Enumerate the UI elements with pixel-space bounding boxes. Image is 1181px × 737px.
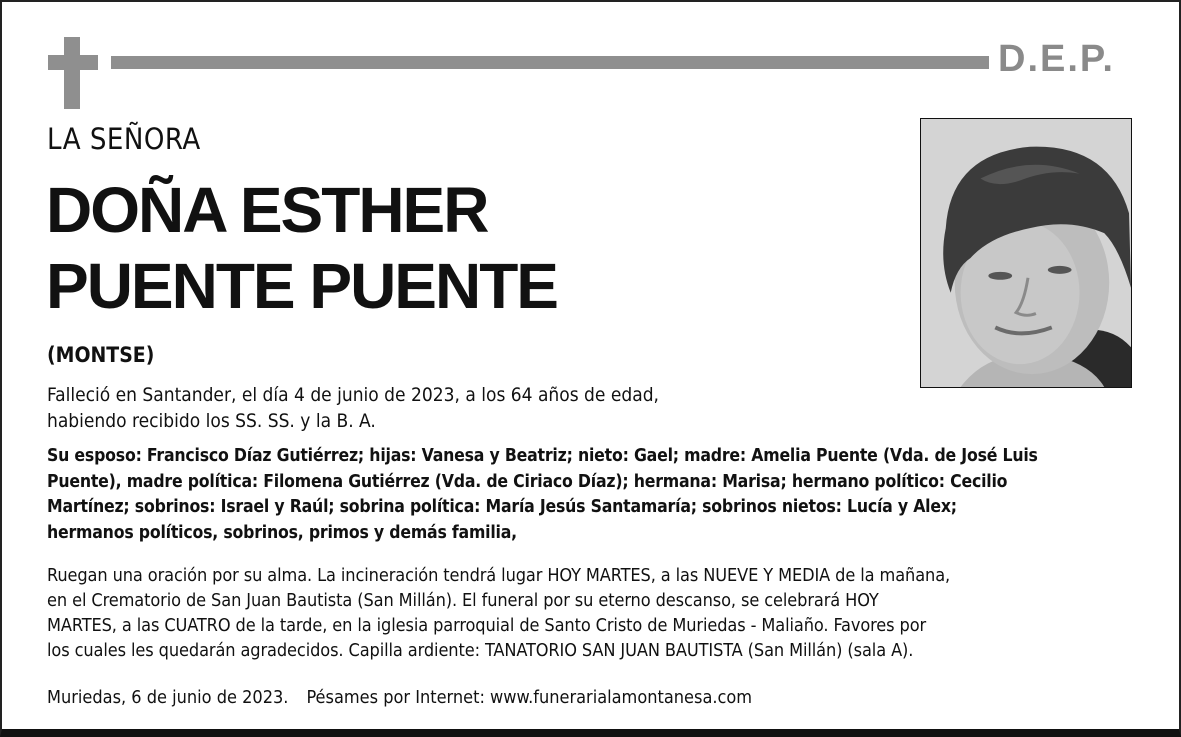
header-rule: [111, 56, 989, 69]
service-details: [47, 563, 1147, 663]
family-line: Puente), madre política: Filomena Gutiérrez (Vda. de Ciriaco Díaz); hermana: Marisa; hermano político: Cecilio: [47, 471, 1008, 492]
deceased-name: [46, 172, 906, 324]
family-list: [47, 444, 1137, 546]
service-line: Ruegan una oración por su alma. La incineración tendrá lugar HOY MARTES, a las NUEVE Y MEDIA de la mañana,: [47, 565, 951, 586]
service-line: MARTES, a las CUATRO de la tarde, en la iglesia parroquial de Santo Cristo de Muriedas - Maliaño. Favores por: [47, 615, 927, 636]
family-line: Su esposo: Francisco Díaz Gutiérrez; hijas: Vanesa y Beatriz; nieto: Gael; madre: Amelia Puente (Vda. de José Luis: [47, 446, 1038, 466]
footer: [47, 685, 1147, 710]
cross-icon: [48, 37, 98, 109]
deceased-nickname: (MONTSE): [47, 343, 155, 367]
portrait-photo: [920, 118, 1132, 388]
service-line: los cuales les quedarán agradecidos. Capilla ardiente: TANATORIO SAN JUAN BAUTISTA (San Millán) (sala A).: [47, 640, 914, 661]
family-line: Martínez; sobrinos: Israel y Raúl; sobrina política: María Jesús Santamaría; sobrinos nietos: Lucía y Alex;: [47, 497, 957, 517]
title-prefix: LA SEÑORA: [47, 122, 201, 156]
death-notice-line: Falleció en Santander, el día 4 de junio de 2023, a los 64 años de edad,: [47, 384, 659, 406]
death-notice: [47, 382, 867, 434]
dep-label: D.E.P.: [998, 38, 1115, 80]
deceased-name-line-1: DOÑA ESTHER: [46, 174, 488, 246]
footer-place-date: Muriedas, 6 de junio de 2023.: [47, 687, 289, 708]
deceased-name-line-2: PUENTE PUENTE: [46, 250, 557, 322]
death-notice-line: habiendo recibido los SS. SS. y la B. A.: [47, 410, 376, 432]
family-line: hermanos políticos, sobrinos, primos y demás familia,: [47, 522, 517, 543]
condolences-web-link[interactable]: Pésames por Internet: www.funerarialamontanesa.com: [306, 687, 753, 708]
service-line: en el Crematorio de San Juan Bautista (San Millán). El funeral por su eterno descanso, se celebrará HOY: [47, 590, 879, 611]
